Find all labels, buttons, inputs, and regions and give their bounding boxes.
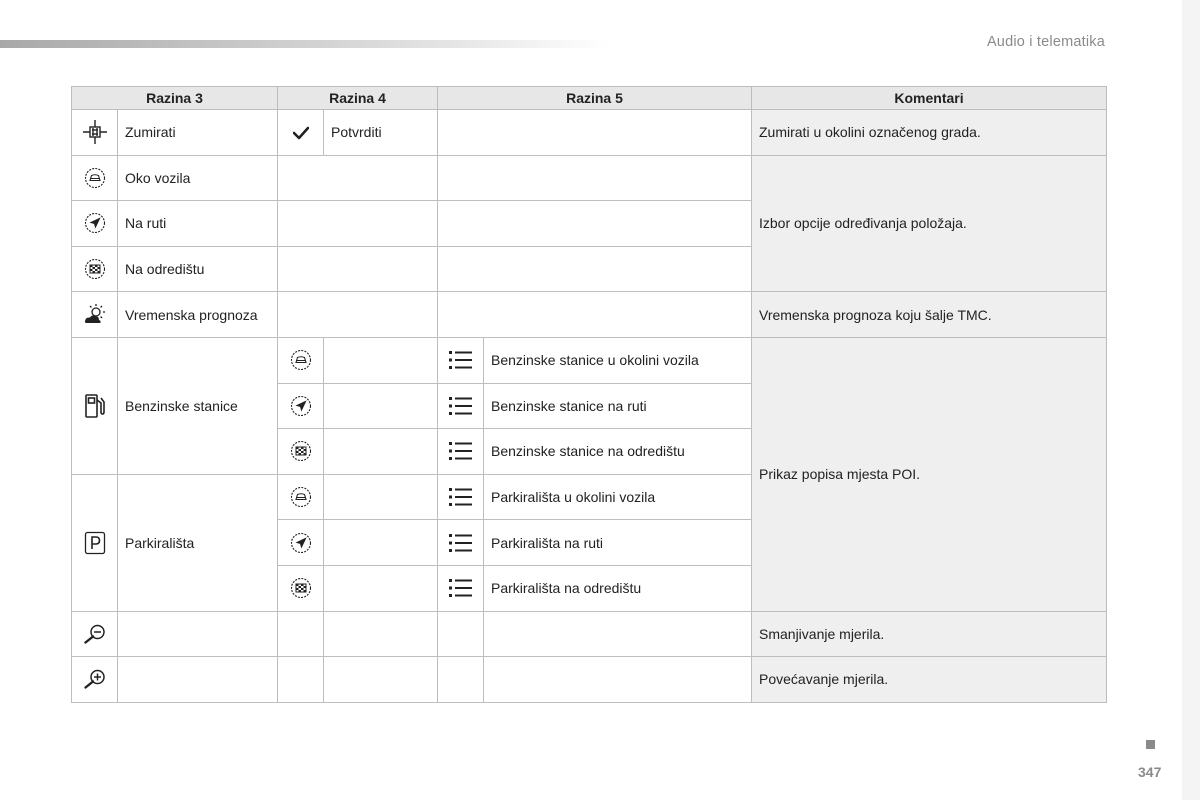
table-row <box>72 155 1107 201</box>
header-level-3: Razina 3 <box>72 87 278 110</box>
table-row <box>72 110 1107 156</box>
fuel-pump-icon <box>72 337 118 474</box>
table-row <box>72 292 1107 338</box>
car-circle-icon <box>72 155 118 201</box>
option-label: Parkirališta u okolini vozila <box>484 474 752 520</box>
row-comment: Vremenska prognoza koju šalje TMC. <box>752 292 1107 338</box>
empty-cell <box>438 201 752 247</box>
empty-cell <box>278 292 438 338</box>
empty-cell <box>324 565 438 611</box>
flag-circle-icon <box>72 246 118 292</box>
empty-cell <box>438 611 484 657</box>
flag-circle-icon <box>278 429 324 475</box>
option-label: Benzinske stanice na odredištu <box>484 429 752 475</box>
list-icon <box>438 337 484 383</box>
list-icon <box>438 383 484 429</box>
arrow-circle-icon <box>278 520 324 566</box>
empty-cell <box>278 246 438 292</box>
row-label: Na ruti <box>118 201 278 247</box>
header-gradient-bar <box>0 40 610 48</box>
list-icon <box>438 565 484 611</box>
option-label: Benzinske stanice u okolini vozila <box>484 337 752 383</box>
parking-icon <box>72 474 118 611</box>
row-comment: Povećavanje mjerila. <box>752 657 1107 703</box>
empty-cell <box>438 155 752 201</box>
empty-cell <box>278 657 324 703</box>
row-label: Parkirališta <box>118 474 278 611</box>
option-label: Parkirališta na ruti <box>484 520 752 566</box>
checkmark-icon <box>278 110 324 156</box>
zoom-out-icon <box>72 611 118 657</box>
header-level-5: Razina 5 <box>438 87 752 110</box>
list-icon <box>438 429 484 475</box>
arrow-circle-icon <box>72 201 118 247</box>
row-comment: Zumirati u okolini označenog grada. <box>752 110 1107 156</box>
car-circle-icon <box>278 337 324 383</box>
empty-cell <box>118 611 278 657</box>
row-comment: Izbor opcije određivanja položaja. <box>752 155 1107 292</box>
row-comment: Prikaz popisa mjesta POI. <box>752 337 1107 611</box>
empty-cell <box>324 337 438 383</box>
empty-cell <box>438 292 752 338</box>
empty-cell <box>324 520 438 566</box>
empty-cell <box>438 246 752 292</box>
empty-cell <box>438 110 752 156</box>
row-label: Benzinske stanice <box>118 337 278 474</box>
row-label: Zumirati <box>118 110 278 156</box>
arrow-circle-icon <box>278 383 324 429</box>
row-label: Na odredištu <box>118 246 278 292</box>
empty-cell <box>118 657 278 703</box>
table-header-row <box>72 87 1107 110</box>
list-icon <box>438 474 484 520</box>
empty-cell <box>324 383 438 429</box>
row-comment: Smanjivanje mjerila. <box>752 611 1107 657</box>
option-label: Benzinske stanice na ruti <box>484 383 752 429</box>
page-number: 347 <box>1138 764 1162 780</box>
confirm-label: Potvrditi <box>324 110 438 156</box>
option-label: Parkirališta na odredištu <box>484 565 752 611</box>
empty-cell <box>324 429 438 475</box>
table-row <box>72 611 1107 657</box>
header-comments: Komentari <box>752 87 1107 110</box>
weather-icon <box>72 292 118 338</box>
row-label: Vremenska prognoza <box>118 292 278 338</box>
section-title: Audio i telematika <box>986 34 1105 50</box>
row-label: Oko vozila <box>118 155 278 201</box>
empty-cell <box>484 611 752 657</box>
car-circle-icon <box>278 474 324 520</box>
header-level-4: Razina 4 <box>278 87 438 110</box>
empty-cell <box>324 611 438 657</box>
empty-cell <box>438 657 484 703</box>
empty-cell <box>324 474 438 520</box>
list-icon <box>438 520 484 566</box>
menu-table <box>71 86 1107 703</box>
page-marker <box>1146 740 1155 749</box>
zoom-in-icon <box>72 657 118 703</box>
empty-cell <box>278 155 438 201</box>
flag-circle-icon <box>278 565 324 611</box>
table-row <box>72 657 1107 703</box>
empty-cell <box>484 657 752 703</box>
empty-cell <box>278 201 438 247</box>
empty-cell <box>278 611 324 657</box>
empty-cell <box>324 657 438 703</box>
page-edge-strip <box>1182 0 1200 800</box>
table-row <box>72 337 1107 383</box>
crosshair-zoom-icon <box>72 110 118 156</box>
